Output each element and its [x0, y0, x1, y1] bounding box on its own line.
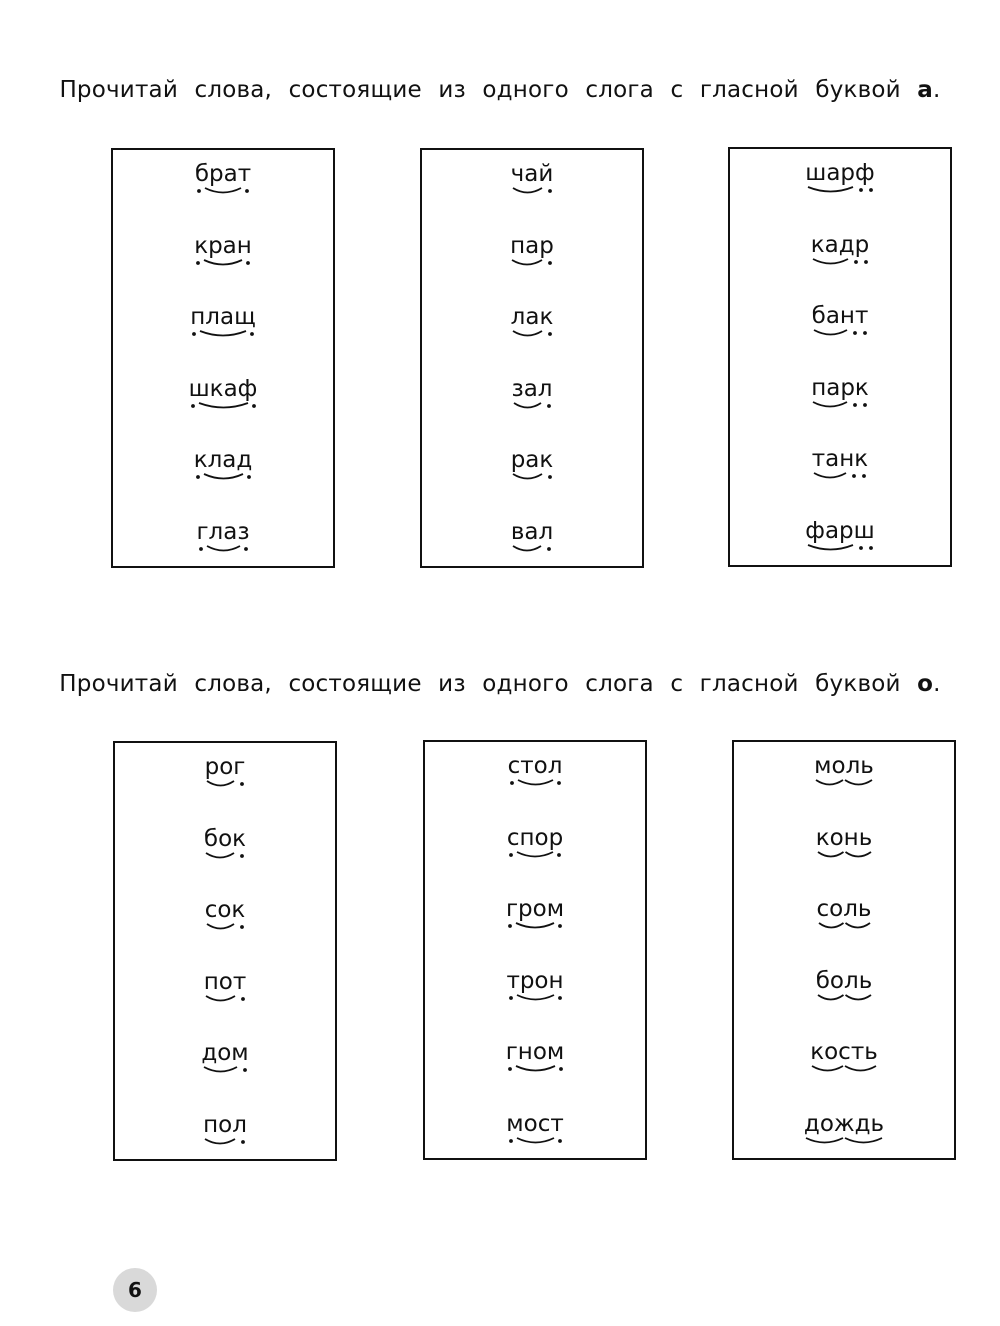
word-text: брат: [194, 161, 252, 187]
word-item: [730, 302, 950, 362]
word-text: боль: [815, 967, 873, 994]
word-item: [730, 517, 950, 577]
word-text: чай: [510, 161, 554, 187]
word-text: моль: [814, 753, 874, 779]
word-item: [115, 753, 335, 813]
word-item: [730, 445, 950, 505]
syllable-scheme-mark: [507, 848, 563, 862]
syllable-scheme-mark: [203, 1135, 247, 1149]
instruction-o-text: Прочитай слова, состоящие из одного слога с гласной буквой: [59, 671, 901, 697]
word-item: [730, 374, 950, 434]
instruction-a-text: Прочитай слова, состоящие из одного слога с гласной буквой: [59, 77, 901, 103]
syllable-scheme-mark: [812, 326, 869, 340]
word-text: гном: [505, 1039, 565, 1065]
word-box-o-1: [113, 741, 337, 1161]
syllable-scheme-mark: [811, 398, 869, 412]
word-box-o-3: [732, 740, 956, 1160]
word-text: конь: [815, 824, 873, 851]
instruction-o: Прочитай слова, состоящие из одного слога с гласной буквой о.: [59, 671, 941, 697]
word-item: [115, 1039, 335, 1099]
word-item: [425, 752, 645, 812]
word-text: бант: [811, 303, 869, 329]
word-text: дождь: [803, 1110, 885, 1137]
word-item: [422, 303, 642, 363]
word-item: [422, 160, 642, 220]
word-text: гром: [505, 896, 565, 922]
word-text: мост: [506, 1110, 564, 1137]
word-item: [113, 446, 333, 506]
syllable-scheme-mark: [814, 776, 874, 790]
word-text: рак: [510, 447, 554, 473]
word-text: кадр: [810, 231, 870, 258]
word-text: кость: [810, 1039, 878, 1065]
syllable-scheme-mark: [811, 255, 870, 269]
syllable-scheme-mark: [810, 1062, 878, 1076]
word-text: лак: [510, 304, 554, 330]
word-box-a-2: [420, 148, 644, 568]
syllable-scheme-mark: [194, 470, 253, 484]
syllable-scheme-mark: [511, 542, 553, 556]
word-text: стол: [507, 753, 563, 779]
word-text: сок: [204, 897, 246, 923]
word-text: шарф: [805, 160, 875, 186]
word-item: [425, 824, 645, 884]
word-text: пол: [203, 1111, 247, 1138]
word-box-o-2: [423, 740, 647, 1160]
syllable-scheme-mark: [194, 256, 252, 270]
word-text: рог: [204, 754, 246, 780]
word-item: [422, 518, 642, 578]
word-item: [113, 375, 333, 435]
syllable-scheme-mark: [816, 991, 873, 1005]
syllable-scheme-mark: [508, 776, 563, 790]
syllable-scheme-mark: [205, 777, 246, 791]
word-item: [734, 895, 954, 955]
word-item: [422, 375, 642, 435]
page-number: [113, 1268, 157, 1312]
syllable-scheme-mark: [817, 919, 872, 933]
syllable-scheme-mark: [804, 1134, 884, 1148]
word-text: парк: [811, 374, 869, 401]
word-text: зал: [511, 375, 553, 402]
syllable-scheme-mark: [507, 991, 564, 1005]
word-item: [425, 967, 645, 1027]
word-item: [734, 824, 954, 884]
page-number-text: 6: [128, 1278, 142, 1302]
instruction-a-vowel: а: [917, 77, 934, 103]
word-item: [422, 232, 642, 292]
word-text: дом: [201, 1040, 249, 1066]
word-item: [115, 1111, 335, 1171]
word-text: соль: [816, 896, 872, 922]
syllable-scheme-mark: [205, 920, 246, 934]
word-item: [730, 159, 950, 219]
word-box-a-3: [728, 147, 952, 567]
word-text: глаз: [196, 518, 250, 545]
syllable-scheme-mark: [812, 469, 868, 483]
word-text: пар: [510, 232, 554, 259]
syllable-scheme-mark: [204, 849, 246, 863]
syllable-scheme-mark: [510, 256, 554, 270]
syllable-scheme-mark: [806, 183, 875, 197]
word-item: [113, 160, 333, 220]
syllable-scheme-mark: [197, 542, 250, 556]
instruction-a: Прочитай слова, состоящие из одного слога с гласной буквой а.: [59, 77, 941, 103]
word-item: [425, 1038, 645, 1098]
word-item: [730, 231, 950, 291]
word-item: [734, 752, 954, 812]
word-text: вал: [510, 518, 554, 545]
word-text: пот: [203, 968, 247, 995]
instruction-o-vowel: о: [917, 671, 934, 697]
word-text: фарш: [805, 517, 875, 544]
word-item: [425, 1110, 645, 1170]
word-item: [422, 446, 642, 506]
syllable-scheme-mark: [512, 399, 553, 413]
word-item: [734, 1038, 954, 1098]
word-text: бок: [203, 825, 247, 852]
syllable-scheme-mark: [506, 1062, 565, 1076]
word-text: трон: [506, 967, 564, 994]
word-item: [113, 303, 333, 363]
word-item: [115, 896, 335, 956]
syllable-scheme-mark: [511, 470, 554, 484]
syllable-scheme-mark: [506, 919, 564, 933]
word-item: [734, 1110, 954, 1170]
syllable-scheme-mark: [511, 184, 554, 198]
word-item: [115, 968, 335, 1028]
word-item: [734, 967, 954, 1027]
word-item: [425, 895, 645, 955]
syllable-scheme-mark: [202, 1063, 249, 1077]
syllable-scheme-mark: [189, 399, 258, 413]
word-item: [115, 825, 335, 885]
word-text: танк: [811, 446, 869, 472]
syllable-scheme-mark: [190, 327, 256, 341]
word-text: шкаф: [188, 375, 258, 402]
word-text: плащ: [190, 304, 256, 330]
syllable-scheme-mark: [816, 848, 873, 862]
syllable-scheme-mark: [507, 1134, 564, 1148]
syllable-scheme-mark: [806, 541, 875, 555]
word-item: [113, 232, 333, 292]
word-text: спор: [506, 824, 564, 851]
syllable-scheme-mark: [204, 992, 247, 1006]
word-box-a-1: [111, 148, 335, 568]
word-item: [113, 518, 333, 578]
word-text: кран: [194, 232, 252, 259]
syllable-scheme-mark: [195, 184, 251, 198]
word-text: клад: [193, 447, 253, 473]
syllable-scheme-mark: [511, 327, 554, 341]
